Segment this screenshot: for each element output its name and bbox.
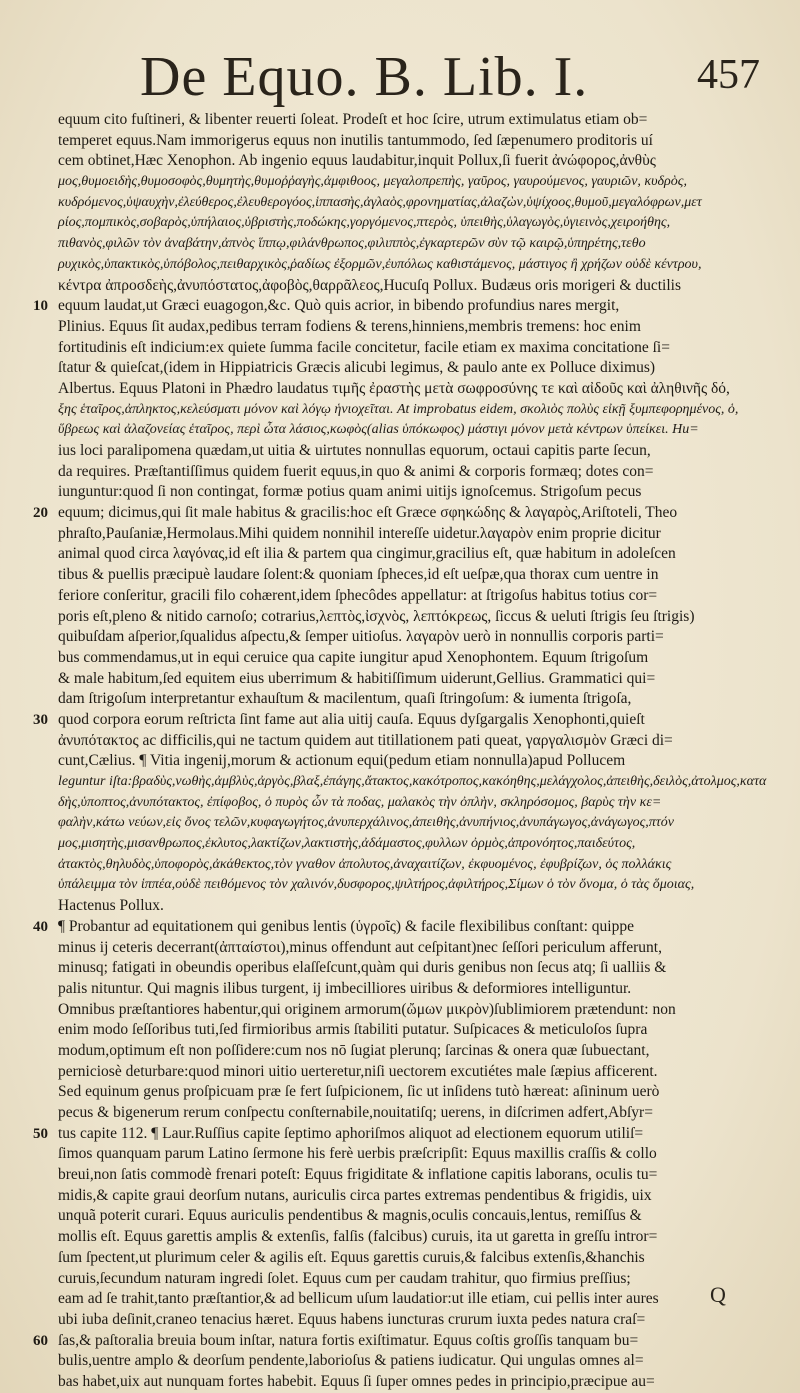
- text-line: [58, 151, 770, 172]
- margin-line-number: 20: [33, 505, 48, 522]
- text-line: [58, 255, 770, 276]
- line-text: temperet equus.Nam immorigerus equus non inutilis tantummodo, ſed ſæpenumero proditoris uí: [58, 131, 653, 149]
- line-text: dam ſtrigoſum interpretantur exhauſtum & macilentum, quaſi ſtringoſum: & iumenta ſtrigoſa,: [58, 690, 632, 708]
- line-text: Plinius. Equus ſit audax,pedibus terram fodiens & terens,hinniens,membris tremens: hoc enim: [58, 317, 641, 335]
- text-line: [58, 648, 770, 669]
- text-line: [58, 462, 770, 483]
- margin-line-number: 40: [33, 918, 48, 935]
- line-text: μος,θυμοειδὴς,θυμοσοφὸς,θυμητὴς,θυμοῤῥαγὴς,ἀμφιθοος, μεγαλοπρεπὴς, γαῦρος, γαυρούμενος, γαυριῶν, κυδρὸς,: [58, 174, 687, 190]
- text-line: [33, 1124, 770, 1145]
- text-line: [58, 544, 770, 565]
- line-text: cem obtinet,Hæc Xenophon. Ab ingenio equus laudabitur,inquit Pollux,ſi fuerit ἀνώφορος,ἀνθὺς: [58, 152, 656, 170]
- text-line: [33, 296, 770, 317]
- line-text: ὕβρεως καὶ ἀλαζονείας ἑταῖρος, περὶ ὦτα λάσιος,κωφὸς(alias ὑπόκωφος) μάστιγι μόνον μετὰ κέντρων ὑπείκει. Hu=: [58, 422, 699, 438]
- text-line: [33, 917, 770, 938]
- text-line: [58, 317, 770, 338]
- margin-line-number: 10: [33, 298, 48, 315]
- text-line: [58, 1103, 770, 1124]
- text-line: [58, 379, 770, 400]
- line-text: & male habitum,ſed equitem eius uberrimum & habitiſſimum uiderunt,Gellius. Grammatici qui=: [58, 669, 656, 687]
- line-text: quod corpora eorum reſtricta ſint fame aut alia uitij cauſa. Equus dyſgargalis Xenophonti,quieſt: [58, 710, 645, 728]
- line-text: curuis,ſecundum naturam ingredi ſolet. Equus cum per caudam trahitur, quo firmius preſſius;: [58, 1269, 631, 1287]
- line-text: ſtatur & quieſcat,(idem in Hippiatricis Græcis alicubi legimus, & paulo ante ex Polluce diximus): [58, 359, 656, 377]
- text-line: [58, 276, 770, 297]
- line-text: perniciosè deturbare:quod minori uitio uerteretur,niſi uectorem excutiétes male ſæpius afficerent.: [58, 1062, 658, 1080]
- line-text: ius loci paralipomena quædam,ut uitia & uirtutes nonnullas equorum, octaui capitis parte ſecun,: [58, 442, 651, 459]
- line-text: μος,μισητὴς,μισανθρωπος,ἐκλυτος,λακτίζων,λακτιστὴς,ἀδάμαστος,φυλλων ὀρμὸς,ἀπρονόητος,παιδεύτος,: [58, 836, 636, 852]
- margin-line-number: 30: [33, 711, 48, 728]
- text-line: [58, 896, 770, 917]
- text-line: [58, 1165, 770, 1186]
- text-line: [58, 482, 770, 503]
- text-line: [58, 772, 770, 793]
- line-text: midis,& capite graui deorſum nutans, auriculis circa partes extremas pendentibus & frigidis, uix: [58, 1186, 652, 1204]
- text-line: [58, 689, 770, 710]
- text-line: [33, 503, 770, 524]
- margin-line-number: 60: [33, 1332, 48, 1349]
- text-line: [58, 1062, 770, 1083]
- text-line: [58, 338, 770, 359]
- text-line: [58, 1020, 770, 1041]
- page-header: [140, 45, 760, 115]
- line-text: δὴς,ὑποπτος,ἀνυπότακτος, ἐπίφοβος, ὁ πυρὸς ὦν τὰ ποδας, μαλακὸς τὴν ὀπλὴν, σκληρόσομος, βαρὺς τὴν κε=: [58, 794, 662, 810]
- line-text: feriore conſeritur, gracili filo cohærent,idem ſphecôdes appellatur: at ſtrigoſus habitus totius cor=: [58, 586, 658, 604]
- line-text: ſimos quanquam parum Latino ſermone his ferè uerbis præſcripſit: Equus maxillis craſſis & collo: [58, 1145, 657, 1163]
- text-line: [33, 1331, 770, 1352]
- text-line: [58, 938, 770, 959]
- text-line: [58, 1041, 770, 1062]
- line-text: leguntur iſta:βραδὺς,νωθὴς,ἀμβλὺς,ἀργὸς,βλαξ,ἐπάγης,ἄτακτος,κακότροπος,κακόηθης,μελάγχολος,ἀπειθὴς,δειλὸς,ἀτολμος,κατα: [58, 774, 767, 789]
- line-text: quibuſdam aſperior,ſqualidus aſpectu,& ſemper uitioſus. λαγαρὸν uerò in nonnullis corporis parti=: [58, 628, 664, 646]
- line-text: unquã poterit curari. Equus auriculis pendentibus & magnis,oculis concauis,lentus, remiſſus &: [58, 1207, 642, 1225]
- text-line: [58, 979, 770, 1000]
- text-line: [58, 1351, 770, 1372]
- line-text: pecus & bigenerum rerum conſpectu conſternabile,nouitatiſq; uerens, in diſcrimen adfert,Abſyr=: [58, 1104, 653, 1121]
- text-line: [58, 751, 770, 772]
- text-line: [58, 586, 770, 607]
- text-line: [58, 400, 770, 421]
- line-text: bas habet,uix aut nunquam fortes habebit. Equus ſi ſuper omnes pedes in principio,præcipue au=: [58, 1372, 655, 1390]
- text-line: [58, 813, 770, 834]
- line-text: fortitudinis eſt indicium:ex quiete ſumma facile concitetur, facile etiam ex maxima concitatione ſi=: [58, 338, 670, 356]
- text-line: [58, 420, 770, 441]
- text-line: [58, 565, 770, 586]
- line-text: minusq; fatigati in obeundis operibus elaſſeſcunt,quàm qui duris genibus non ſecus atq; ſi ualliis &: [58, 959, 667, 977]
- text-line: [58, 441, 770, 462]
- line-text: πιθανὸς,φιλῶν τὸν ἀναβάτην,ἀπνὸς ἵππῳ,φιλάνθρωπος,φιλιππὸς,ἐγκαρτερῶν σὺν τῷ καιρῷ,ὑπηρέτης,τεθο: [58, 236, 646, 252]
- line-text: ξης ἑταῖρος,ἀπληκτος,κελεύσματι μόνον καὶ λόγῳ ἡνιοχεῖται. At improbatus eidem, σκολιὸς πολὺς εἰκῇ ξυμπεφορημένος, ὁ,: [58, 401, 739, 417]
- line-text: da requires. Præſtantiſſimus quidem fuerit equus,in quo & animi & corporis formæq; dotes con=: [58, 462, 654, 480]
- text-line: [58, 1082, 770, 1103]
- text-line: [58, 1227, 770, 1248]
- margin-line-number: 50: [33, 1125, 48, 1142]
- line-text: tus capite 112. ¶ Laur.Ruſſius capite ſeptimo aphoriſmos aliquot ad electionem equorum utiliſ=: [58, 1124, 644, 1142]
- line-text: ρίος,πομπικὸς,σοβαρὸς,ὑπήλαιος,ὑβριστὴς,ποδώκης,γοργόμενος,πτερὸς, ὑπειθὴς,ὑλαγωγὸς,ὑγιεινὸς,χειροήθης,: [58, 215, 671, 231]
- line-text: bus commendamus,ut in equi ceruice qua capite iungitur apud Xenophontem. Equum ſtrigoſum: [58, 648, 649, 666]
- text-line: [58, 1248, 770, 1269]
- text-line: [58, 213, 770, 234]
- line-text: ¶ Probantur ad equitationem qui genibus lentis (ὑγροῖς) & facile flexibilibus conſtant: quippe: [58, 917, 634, 935]
- text-body: [33, 110, 770, 1393]
- text-line: [58, 358, 770, 379]
- line-text: iunguntur:quod ſi non contingat, formæ potius quam animi uitijs ignoſcemus. Strigoſum pecus: [58, 483, 642, 501]
- text-line: [58, 958, 770, 979]
- line-text: modum,optimum eſt non poſſidere:cum nos nō ſugiat plerunq; ſarcinas & onera quæ ſubuectant,: [58, 1041, 650, 1059]
- text-line: [58, 1269, 770, 1290]
- line-text: ἀνυπότακτος ac difficilis,qui ne tactum quidem aut titillationem pati queat, γαργαλισμὸν Græci di=: [58, 731, 673, 749]
- line-text: breui,non ſatis commodè frenari poteſt: Equus frigiditate & inflatione capitis laborans, oculis tu=: [58, 1166, 658, 1184]
- line-text: eam ad ſe trahit,tanto præſtantior,& ad bellicum uſum laudatior:ut ille etiam, cui pellis inter aures: [58, 1290, 659, 1308]
- line-text: mollis eſt. Equus garettis amplis & extenſis, falſis (falcibus) curuis, ita ut garetta in greſſu intror=: [58, 1228, 658, 1246]
- text-line: [58, 793, 770, 814]
- line-text: κέντρα ἀπροσδεὴς,ἀνυπόστατος,ἀφοβὸς,θαρρᾶλεος,Hucuſq Pollux. Budæus oris morigeri & ductilis: [58, 276, 681, 294]
- line-text: Omnibus præſtantiores habentur,qui originem armorum(ὤμων μικρὸν)ſublimiorem prætendunt: non: [58, 1000, 676, 1018]
- text-line: [58, 110, 770, 131]
- line-text: bulis,uentre amplo & deorſum pendente,laborioſus & patiens iudicatur. Qui ungulas omnes al=: [58, 1352, 644, 1370]
- catchword: Q: [710, 1282, 726, 1307]
- line-text: minus ij ceteris decerrant(ἀπταίστοι),minus offendunt aut ceſpitant)nec ſeſſori periculum afferunt,: [58, 938, 662, 956]
- line-text: φαλὴν,κάτω νεύων,εἰς ὄνος τελῶν,κυφαγωγήτος,ἀνυπερχάλινος,ἀπειθὴς,ἀνυπήνιος,ἀνυπάγωγος,ἀνάγωγος,πτόν: [58, 815, 674, 831]
- text-line: [58, 834, 770, 855]
- text-line: [58, 627, 770, 648]
- line-text: cunt,Cælius. ¶ Vitia ingenij,morum & actionum equi(pedum etiam nonnulla)apud Pollucem: [58, 752, 626, 770]
- text-line: [58, 1000, 770, 1021]
- line-text: equum laudat,ut Græci euagogon,&c. Quò quis acrior, in bibendo profundius nares mergit,: [58, 297, 620, 315]
- line-text: ρυχικὸς,ὑπακτικὸς,ὑπόβολος,πειθαρχικὸς,ῥαδίως ἐξορμῶν,ἐυπόλως καθιστάμενος, μάστιγος ἢ χρήζων οὐδὲ κέντρου,: [58, 256, 702, 272]
- line-text: Albertus. Equus Platoni in Phædro laudatus τιμῆς ἐραστὴς μετὰ σωφροσύνης τε καὶ αἰδοῦς καὶ ἀληθινῆς δό,: [58, 379, 730, 397]
- text-line: [58, 1289, 770, 1310]
- line-text: animal quod circa λαγόνας,id eſt ilia & partem qua cingimur,gracilius eſt, quæ habitum in adoleſcen: [58, 545, 676, 563]
- text-line: [58, 1206, 770, 1227]
- line-text: ſas,& paſtoralia breuia boum inſtar, natura fortis exiſtimatur. Equus coſtis groſſis tanquam bu=: [58, 1331, 639, 1349]
- line-text: tibus & puellis præcipuè laudare ſolent:& quoniam ſpheces,id eſt ueſpæ,qua thorax cum uentre in: [58, 566, 659, 584]
- text-line: [58, 669, 770, 690]
- text-line: [58, 172, 770, 193]
- line-text: Sed equinum genus proſpicuam præ ſe fert ſuſpicionem, ſic ut inſidens tutò hæreat: aſininum uerò: [58, 1083, 660, 1101]
- text-line: [58, 524, 770, 545]
- line-text: palis nituntur. Qui magnis ilibus turgent, ij imbecilliores uiribus & deformiores intelliguntur.: [58, 979, 632, 997]
- line-text: ubi iuba deſinit,craneo tenacius hæret. Equus habens iuncturas crurum iuxta pedes natura craſ=: [58, 1310, 646, 1328]
- line-text: equum cito fuſtineri, & libenter reuerti ſoleat. Prodeſt et hoc ſcire, utrum extimulatus etiam ob=: [58, 111, 648, 128]
- text-line: [58, 234, 770, 255]
- text-line: [58, 875, 770, 896]
- text-line: [58, 1372, 770, 1393]
- text-line: [58, 1186, 770, 1207]
- text-line: [58, 607, 770, 628]
- line-text: κυδρόμενος,ὑψαυχὴν,ἐλεύθερος,ἐλευθερογόος,ἱππασὴς,ἀγλαὸς,φρονηματίας,ἀλαζὼν,ὑψίχοος,θυμοῦ,μεγαλόφρων,μετ: [58, 194, 702, 210]
- line-text: ἀτακτὸς,θηλυδὸς,ὑποφορὸς,ἀκάθεκτος,τὸν γναθον ἀπολυτος,ἀναχαιτίζων, ἐκφυομένος, ἐφυβρίζων, ὁς πολλάκις: [58, 856, 672, 872]
- line-text: enim modo ſeſſoribus tuti,ſed firmioribus armis ſtabiliti putatur. Suſpicaces & meticuloſos ſupra: [58, 1021, 648, 1039]
- text-line: [58, 193, 770, 214]
- page-number: 457: [697, 52, 760, 98]
- text-line: [58, 1310, 770, 1331]
- line-text: ὑπάλειμμα τὸν ἱππέα,οὐδὲ πειθόμενος τὸν χαλινόν,δυσφορος,ψιλτήρος,ἀφιλτήρος,Σίμων ὁ τὸν ὄνομα, ὁ τὰς ὅμοιας,: [58, 877, 695, 893]
- text-line: [58, 731, 770, 752]
- line-text: phraſto,Pauſaniæ,Hermolaus.Mihi quidem nonnihil intereſſe uidetur.λαγαρὸν enim proprie dicitur: [58, 524, 661, 542]
- running-title: De Equo. B. Lib. I.: [140, 46, 589, 108]
- text-line: [58, 855, 770, 876]
- text-line: [33, 710, 770, 731]
- line-text: ſum ſpectent,ut plurimum celer & agilis eſt. Equus garettis curuis,& falcibus extenſis,&hanchis: [58, 1248, 645, 1266]
- line-text: poris eſt,pleno & nitido carnoſo; cotrarius,λεπτὸς,ἰσχνὸς, λεπτόκρεως, ſiccus & ueluti ſtrigis ſeu ſtrigis): [58, 607, 695, 625]
- text-line: [58, 131, 770, 152]
- text-line: [58, 1144, 770, 1165]
- line-text: Hactenus Pollux.: [58, 897, 164, 915]
- line-text: equum; dicimus,qui ſit male habitus & gracilis:hoc eſt Græce σφηκώδης & λαγαρὸς,Ariſtoteli, Theo: [58, 504, 678, 522]
